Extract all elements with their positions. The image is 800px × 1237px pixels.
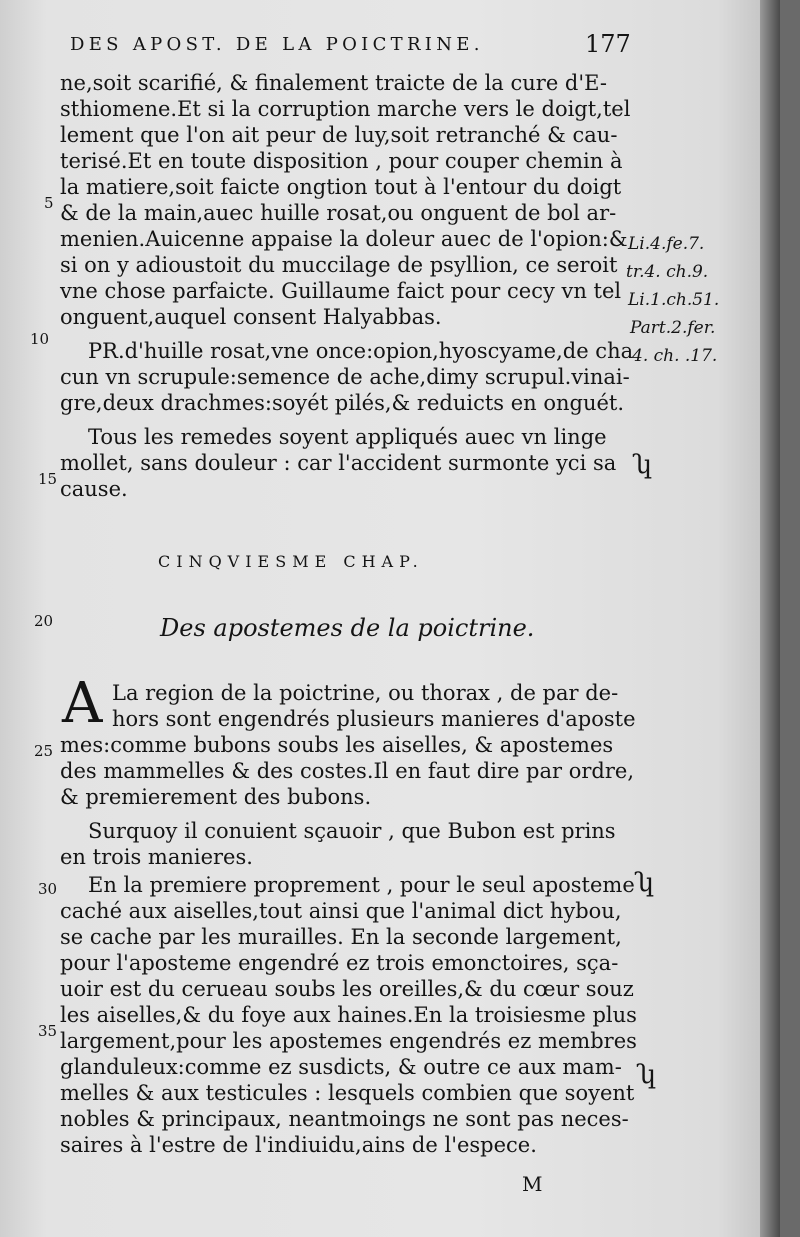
text-line: mes:comme bubons soubs les aiselles, & apostemes (60, 733, 614, 757)
text-line: Tous les remedes soyent appliqués auec vn linge (88, 425, 607, 449)
line-number: 35 (38, 1022, 58, 1040)
text-line: largement,pour les apostemes engendrés ez membres (60, 1029, 637, 1053)
text-line: uoir est du cerueau soubs les oreilles,& du cœur souz (60, 977, 634, 1001)
text-line: menien.Auicenne appaise la doleur auec de l'opion:& (60, 227, 628, 251)
text-line: si on y adioustoit du muccilage de psyllion, ce seroit (60, 253, 618, 277)
line-number: 20 (34, 612, 54, 630)
text-line: glanduleux:comme ez susdicts, & outre ce aux mam- (60, 1055, 622, 1079)
line-number: 15 (38, 470, 58, 488)
text-line: & premierement des bubons. (60, 785, 372, 809)
text-line: gre,deux drachmes:soyét pilés,& reduicts en onguét. (60, 391, 625, 415)
margin-note: tr.4. ch.9. (626, 262, 709, 282)
line-number: 10 (30, 330, 50, 348)
text-line: melles & aux testicules : lesquels combien que soyent (60, 1081, 635, 1105)
drop-cap: A (62, 671, 103, 736)
text-line: & de la main,auec huille rosat,ou onguent de bol ar- (60, 201, 617, 225)
text-line: hors sont engendrés plusieurs manieres d'aposte (112, 707, 636, 731)
book-spine-edge (760, 0, 780, 1237)
line-number: 5 (44, 194, 54, 212)
text-line: sthiomene.Et si la corruption marche vers le doigt,tel (60, 97, 631, 121)
text-line: pour l'aposteme engendré ez trois emonctoires, sça- (60, 951, 619, 975)
line-number: 30 (38, 880, 58, 898)
text-line: les aiselles,& du foye aux haines.En la troisiesme plus (60, 1003, 637, 1027)
text-line: La region de la poictrine, ou thorax , de par de- (112, 681, 619, 705)
margin-symbol: ʮ (636, 1060, 657, 1090)
text-line: ne,soit scarifié, & finalement traicte de la cure d'E- (60, 71, 607, 95)
text-line: se cache par les murailles. En la seconde largement, (60, 925, 622, 949)
margin-note: Li.1.ch.51. (628, 290, 720, 310)
page-number: 177 (585, 30, 631, 58)
text-line: PR.d'huille rosat,vne once:opion,hyoscyame,de cha (88, 339, 634, 363)
margin-note: Part.2.fer. (630, 318, 716, 338)
chapter-title: Des apostemes de la poictrine. (160, 614, 535, 642)
running-head: DES APOST. DE LA POICTRINE. (70, 34, 484, 55)
margin-symbol: ʮ (632, 450, 653, 480)
text-line: En la premiere proprement , pour le seul aposteme (88, 873, 635, 897)
text-line: la matiere,soit faicte ongtion tout à l'entour du doigt (60, 175, 622, 199)
text-line: vne chose parfaicte. Guillaume faict pour cecy vn tel (60, 279, 622, 303)
margin-symbol: ʮ (634, 868, 655, 898)
text-line: en trois manieres. (60, 845, 253, 869)
margin-note: Li.4.fe.7. (628, 234, 705, 254)
text-line: caché aux aiselles,tout ainsi que l'animal dict hybou, (60, 899, 622, 923)
text-line: terisé.Et en toute disposition , pour couper chemin à (60, 149, 623, 173)
signature-mark: M (522, 1172, 543, 1196)
text-line: cun vn scrupule:semence de ache,dimy scrupul.vinai- (60, 365, 630, 389)
margin-note: 4. ch. .17. (632, 346, 718, 366)
text-line: Surquoy il conuient sçauoir , que Bubon est prins (88, 819, 616, 843)
text-line: onguent,auquel consent Halyabbas. (60, 305, 442, 329)
line-number: 25 (34, 742, 54, 760)
text-line: saires à l'estre de l'indiuidu,ains de l'espece. (60, 1133, 537, 1157)
text-line: des mammelles & des costes.Il en faut dire par ordre, (60, 759, 635, 783)
chapter-heading: CINQVIESME CHAP. (158, 552, 424, 571)
text-line: mollet, sans douleur : car l'accident surmonte yci sa (60, 451, 617, 475)
text-line: cause. (60, 477, 128, 501)
text-line: lement que l'on ait peur de luy,soit retranché & cau- (60, 123, 618, 147)
text-line: nobles & principaux, neantmoings ne sont pas neces- (60, 1107, 629, 1131)
